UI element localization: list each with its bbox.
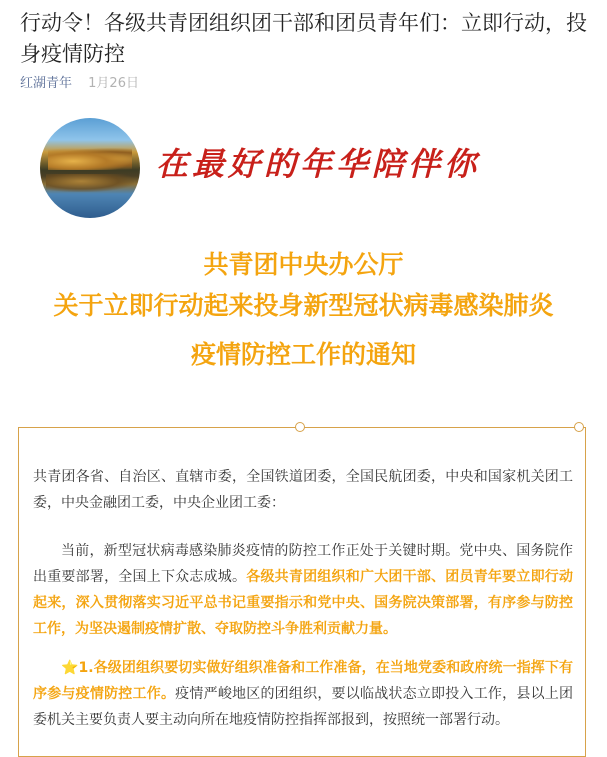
frame-ornament-dot [295, 422, 305, 432]
notice-heading-issuer: 共青团中央办公厅 [203, 250, 404, 279]
notice-heading-subject-cont: 疫情防控工作的通知 [190, 340, 416, 369]
article-meta [20, 76, 139, 92]
publish-date: 1月26日 [88, 76, 139, 91]
intro-text: 当前，新型冠状病毒感染肺炎疫情的防控工作正处于关键时期。党中央、国务院作出重要部署，全国上下众志成城。 [33, 543, 573, 585]
banner-slogan: 在最好的年华陪伴你 [156, 145, 481, 183]
photo-reflection [46, 174, 134, 192]
intro-highlight: 各级共青团组织和广大团干部、团员青年要立即行动起来，深入贯彻落实习近平总书记重要指示和党中央、国务院决策部署，有序参与防控工作，为坚决遏制疫情扩散、夺取防控斗争胜利贡献力量。 [33, 569, 574, 637]
notice-paragraph-intro [33, 538, 573, 642]
notice-recipients: 共青团各省、自治区、直辖市委，全国铁道团委，全国民航团委，中央和国家机关团工委，中央金融团工委，中央企业团工委： [33, 469, 573, 511]
frame-ornament-dot [574, 422, 584, 432]
account-name-link[interactable]: 红湖青年 [20, 76, 73, 91]
item1-text: 疫情严峻地区的团组织，要以临战状态立即投入工作，县以上团委机关主要负责人要主动向所在地疫情防控指挥部报到，按照统一部署行动。 [33, 686, 574, 728]
item1-highlight: ⭐1.各级团组织要切实做好组织准备和工作准备，在当地党委和政府统一指挥下有序参与疫情防控工作。 [33, 660, 573, 702]
photo-trees [48, 148, 132, 170]
notice-item-1 [33, 655, 573, 733]
notice-heading-subject: 关于立即行动起来投身新型冠状病毒感染肺炎 [53, 291, 554, 320]
banner [40, 118, 560, 218]
lake-photo [40, 118, 140, 218]
article-title: 行动令！各级共青团组织团干部和团员青年们：立即行动，投身疫情防控 [20, 11, 587, 66]
